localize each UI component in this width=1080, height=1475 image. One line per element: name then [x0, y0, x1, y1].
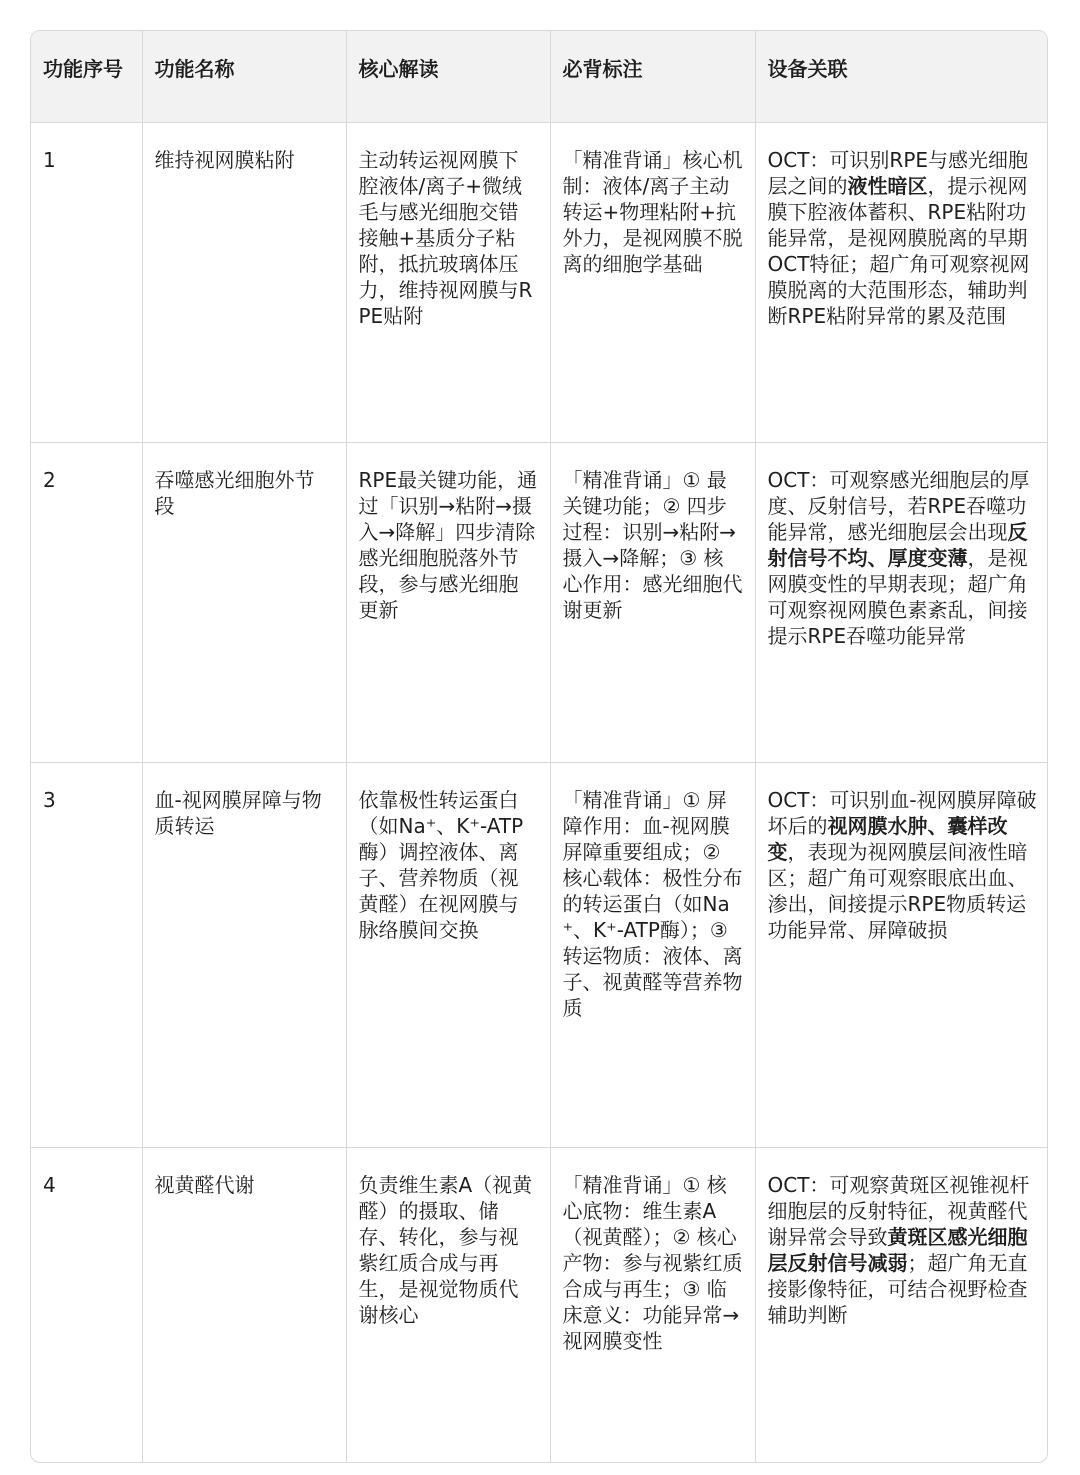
function-table [31, 31, 1048, 1463]
table-row [31, 122, 1048, 442]
cell-no: 4 [31, 1147, 142, 1463]
device-text: ；超广角无直接影像特征，可结合视野检查辅助判断 [767, 1250, 1028, 1327]
device-text: ，提示视网膜下腔液体蓄积、RPE粘附功能异常，是视网膜脱离的早期OCT特征；超广角可观察视网膜脱离的大范围形态，辅助判断RPE粘附异常的累及范围 [767, 173, 1030, 328]
device-highlight: 视网膜水肿、囊样改变 [767, 813, 1008, 864]
device-text: OCT：可识别RPE与感光细胞层之间的 [767, 147, 1029, 198]
cell-note: 「精准背诵」核心机制：液体/离子主动转运+物理粘附+抗外力，是视网膜不脱离的细胞学基础 [550, 122, 755, 442]
device-text: ，表现为视网膜层间液性暗区；超广角可观察眼底出血、渗出，间接提示RPE物质转运功能异常、屏障破损 [767, 839, 1028, 942]
cell-core: 负责维生素A（视黄醛）的摄取、储存、转化，参与视紫红质合成与再生，是视觉物质代谢核心 [346, 1147, 550, 1463]
cell-name: 维持视网膜粘附 [142, 122, 346, 442]
cell-note: 「精准背诵」① 最关键功能；② 四步过程：识别→粘附→摄入→降解；③ 核心作用：感光细胞代谢更新 [550, 442, 755, 762]
device-text: ，是视网膜变性的早期表现；超广角可观察视网膜色素紊乱，间接提示RPE吞噬功能异常 [767, 545, 1028, 648]
rpe-function-table [30, 30, 1048, 1463]
cell-core: 主动转运视网膜下腔液体/离子+微绒毛与感光细胞交错接触+基质分子粘附，抵抗玻璃体压力，维持视网膜与RPE贴附 [346, 122, 550, 442]
cell-device [755, 122, 1048, 442]
cell-core: RPE最关键功能，通过「识别→粘附→摄入→降解」四步清除感光细胞脱落外节段，参与感光细胞更新 [346, 442, 550, 762]
cell-core: 依靠极性转运蛋白（如Na⁺、K⁺-ATP酶）调控液体、离子、营养物质（视黄醛）在视网膜与脉络膜间交换 [346, 762, 550, 1147]
cell-no: 3 [31, 762, 142, 1147]
header-note: 必背标注 [550, 31, 755, 122]
table-header-row [31, 31, 1048, 122]
cell-name: 血-视网膜屏障与物质转运 [142, 762, 346, 1147]
header-name: 功能名称 [142, 31, 346, 122]
device-text: OCT：可观察感光细胞层的厚度、反射信号，若RPE吞噬功能异常，感光细胞层会出现 [767, 467, 1030, 544]
table-row [31, 442, 1048, 762]
device-highlight: 液性暗区 [847, 173, 928, 198]
device-text: OCT：可观察黄斑区视锥视杆细胞层的反射特征，视黄醛代谢异常会导致 [767, 1172, 1030, 1249]
device-highlight: 黄斑区感光细胞层反射信号减弱 [767, 1224, 1028, 1275]
cell-device [755, 442, 1048, 762]
cell-device [755, 762, 1048, 1147]
table-row [31, 1147, 1048, 1463]
device-highlight: 反射信号不均、厚度变薄 [767, 519, 1028, 570]
device-text: OCT：可识别血-视网膜屏障破坏后的 [767, 787, 1037, 838]
header-core: 核心解读 [346, 31, 550, 122]
header-device: 设备关联 [755, 31, 1048, 122]
table-row [31, 762, 1048, 1147]
cell-no: 2 [31, 442, 142, 762]
cell-device [755, 1147, 1048, 1463]
cell-name: 吞噬感光细胞外节段 [142, 442, 346, 762]
header-no: 功能序号 [31, 31, 142, 122]
cell-no: 1 [31, 122, 142, 442]
cell-note: 「精准背诵」① 屏障作用：血-视网膜屏障重要组成；② 核心载体：极性分布的转运蛋白（如Na⁺、K⁺-ATP酶）；③ 转运物质：液体、离子、视黄醛等营养物质 [550, 762, 755, 1147]
cell-name: 视黄醛代谢 [142, 1147, 346, 1463]
cell-note: 「精准背诵」① 核心底物：维生素A（视黄醛）；② 核心产物：参与视紫红质合成与再生；③ 临床意义：功能异常→视网膜变性 [550, 1147, 755, 1463]
